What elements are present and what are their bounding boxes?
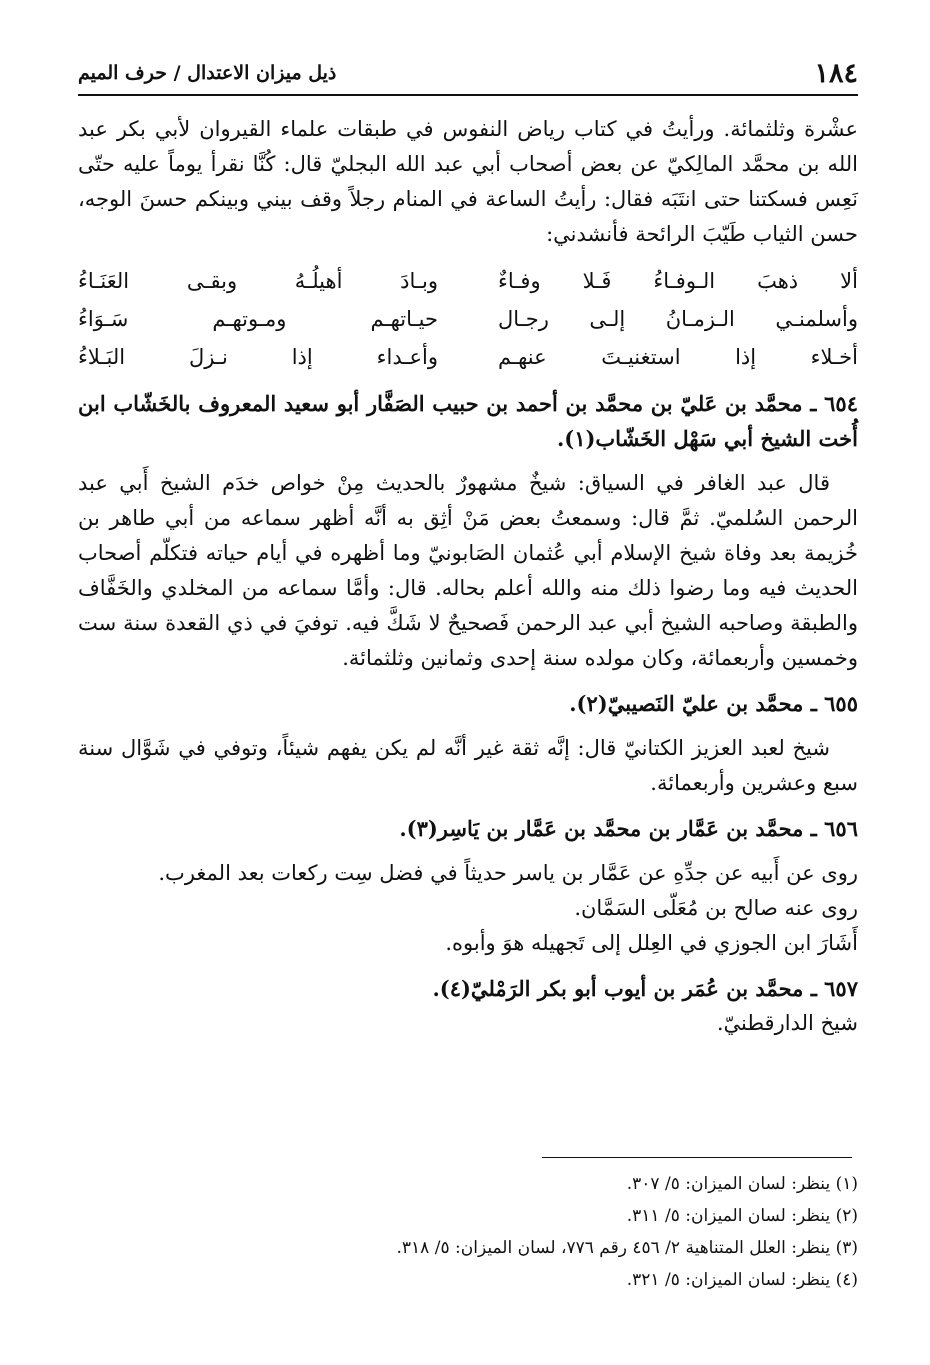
footnote: (١) ينظر: لسان الميزان: ٥/ ٣٠٧. [626,1174,858,1194]
poem-verse [78,338,858,376]
paragraph: عشْرة وثلثمائة. ورأيتُ في كتاب رياض النفوس في طبقات علماء القيروان لأبي بكر عبد الله بن محمَّد المالِكيّ عن بعض أصحاب أبي عبد الله البجليّ قال: كُنَّا نقرأ يوماً عليه حتّى نَعِس فسكتنا حتى انتَبَه فقال: رأيتُ الساعة في المنام رجلاً وقف بيني وبينكم حسنَ الوجه، حسن الثياب طَيّبَ الرائحة فأنشدني: [78,117,858,246]
poem-hemistich: حيـاتهـم ومـوتهـم سَـوَاءُ [78,307,438,331]
poem-hemistich: وبـادَ أهيلُـهُ وبقـى العَنَـاءُ [78,269,438,293]
page-header [78,58,858,92]
header-rule [78,94,858,96]
footnote-rule [542,1157,852,1158]
entry-title: ٦٥٤ ـ محمَّد بن عَليّ بن محمَّد بن أحمد بن حبيب الصَفَّار أبو سعيد المعروف بالخَشّاب ابن أُخت الشيخ أبي سَهْل الخَشّاب(١). [78,391,858,451]
paragraph: أَشَارَ ابن الجوزي في العِلل إلى تَجهيله هوَ وأبوه. [445,931,858,955]
poem-hemistich: ألا ذهبَ الـوفـاءُ فَـلا وفـاءٌ [498,269,858,293]
entry-title: ٦٥٦ ـ محمَّد بن عَمَّار بن محمَّد بن عَمَّار بن يَاسِر(٣). [399,816,858,841]
poem-verse [78,262,858,300]
page-number: ١٨٤ [814,58,858,89]
paragraph: شيخ لعبد العزيز الكتانيّ قال: إنَّه ثقة غير أنَّه لم يكن يفهم شيئاً، وتوفي في شَوَّال سنة سبع وعشرين وأربعمائة. [78,736,858,795]
poem [78,262,858,376]
paragraph: روى عن أَبيه عن جدِّهِ عن عَمَّار بن ياسر حديثاً في فضل سِت ركعات بعد المغرب. [158,861,858,885]
entry-title: ٦٥٥ ـ محمَّد بن عليّ النَصيبيّ(٢). [569,691,858,716]
main-text [78,112,858,1051]
paragraph: شيخ الدارقطنيّ. [716,1011,858,1035]
poem-verse [78,300,858,338]
paragraph: روى عنه صالح بن مُعَلّى السَمَّان. [574,896,858,920]
poem-hemistich: وأعـداء إذا نـزلَ البَـلاءُ [78,345,438,369]
paragraph: قال عبد الغافر في السياق: شيخٌ مشهورٌ بالحديث مِنْ خواص خدَم الشيخ أَبي عبد الرحمن السُلميّ. ثمَّ قال: وسمعتُ بعض مَنْ أثِق به أنَّه أظهر سماعه من أبي طاهر بن خُزيمة بعد وفاة شيخ الإسلام أبي عُثمان الصَابونيّ وما أظهره في أيام حياته فتكلّم أصحاب الحديث فيه وما رضوا ذلك منه والله أعلم بحاله. قال: وأمَّا سماعه من المخلدي والخَفَّاف والطبقة وصاحبه الشيخ أبي عبد الرحمن فَصحيحٌ لا شَكَّ فيه. توفيَ في ذي القعدة سنة ست وخمسين وأربعمائة، وكان مولده سنة إحدى وثمانين وثلثمائة. [78,471,858,670]
poem-hemistich: وأسلمنـي الـزمـانُ إلـى رجـال [498,307,858,331]
footnotes [78,1168,858,1296]
footnote: (٣) ينظر: العلل المتناهية ٢/ ٤٥٦ رقم ٧٧٦، لسان الميزان: ٥/ ٣١٨. [396,1238,858,1258]
footnote: (٢) ينظر: لسان الميزان: ٥/ ٣١١. [626,1206,858,1226]
poem-hemistich: أخـلاء إذا استغنيـتَ عنهـم [498,345,858,369]
running-title: ذيل ميزان الاعتدال / حرف الميم [78,62,337,84]
footnote: (٤) ينظر: لسان الميزان: ٥/ ٣٢١. [626,1270,858,1290]
entry-title: ٦٥٧ ـ محمَّد بن عُمَر بن أيوب أبو بكر الرَمْليّ(٤). [432,976,858,1001]
